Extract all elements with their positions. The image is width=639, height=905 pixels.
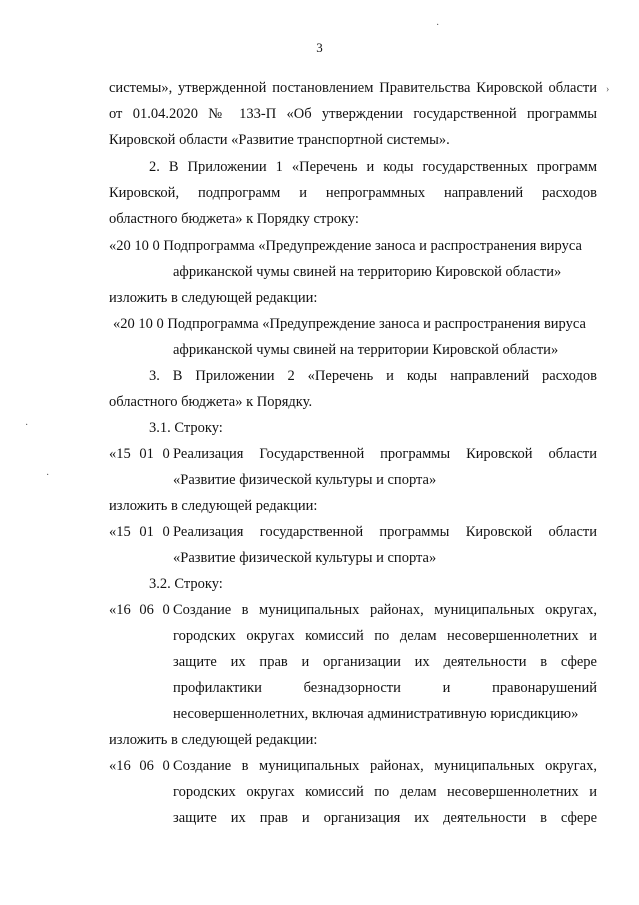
quote-5-line-4: профилактики безнадзорности и правонарушений: [173, 680, 597, 696]
page-number: 3: [316, 40, 323, 55]
quote-5-line-1: Создание в муниципальных районах, муниципальных округах,: [173, 602, 597, 618]
scan-speck: ›: [606, 84, 610, 95]
quote-1-line-2: африканской чумы свиней на территорию Кировской области»: [173, 264, 562, 280]
paragraph-2-line-2: Кировской, подпрограмм и непрограммных направлений расходов: [109, 185, 597, 201]
code-16-06-0-new: «16 06 0: [109, 758, 170, 774]
replace-instruction-3: изложить в следующей редакции:: [109, 732, 318, 748]
subsection-3-1: 3.1. Строку:: [149, 420, 223, 436]
quote-6-line-1: Создание в муниципальных районах, муниципальных округах,: [173, 758, 597, 774]
quote-6-line-3: защите их прав и организация их деятельности в сфере: [173, 810, 597, 826]
quote-1-line-1: «20 10 0 Подпрограмма «Предупреждение заноса и распространения вируса: [109, 238, 582, 254]
scan-speck: ·: [46, 470, 50, 481]
quote-5-line-2: городских округах комиссий по делам несовершеннолетних и: [173, 628, 597, 644]
quote-5-line-3: защите их прав и организации их деятельности в сфере: [173, 654, 597, 670]
scan-speck: ·: [436, 20, 440, 31]
replace-instruction-1: изложить в следующей редакции:: [109, 290, 318, 306]
quote-5-line-5: несовершеннолетних, включая административную юрисдикцию»: [173, 706, 579, 722]
paragraph-3-line-2: областного бюджета» к Порядку.: [109, 394, 313, 410]
quote-3-line-1: Реализация Государственной программы Кировской области: [173, 446, 597, 462]
quote-2-line-2: африканской чумы свиней на территории Кировской области»: [173, 342, 559, 358]
paragraph-1-line-3: Кировской области «Развитие транспортной системы».: [109, 132, 450, 148]
paragraph-3-line-1: 3. В Приложении 2 «Перечень и коды направлений расходов: [149, 368, 597, 384]
code-15-01-0-new: «15 01 0: [109, 524, 170, 540]
scan-speck: ·: [25, 420, 29, 431]
quote-2-line-1: «20 10 0 Подпрограмма «Предупреждение заноса и распространения вируса: [113, 316, 586, 332]
paragraph-1-line-1: системы», утвержденной постановлением Правительства Кировской области: [109, 80, 597, 96]
code-16-06-0: «16 06 0: [109, 602, 170, 618]
paragraph-2-line-1: 2. В Приложении 1 «Перечень и коды государственных программ: [149, 159, 597, 175]
paragraph-1-line-2: от 01.04.2020 № 133-П «Об утверждении государственной программы: [109, 106, 597, 122]
quote-3-line-2: «Развитие физической культуры и спорта»: [173, 472, 437, 488]
replace-instruction-2: изложить в следующей редакции:: [109, 498, 318, 514]
subsection-3-2: 3.2. Строку:: [149, 576, 223, 592]
quote-4-line-1: Реализация государственной программы Кировской области: [173, 524, 597, 540]
code-15-01-0: «15 01 0: [109, 446, 170, 462]
paragraph-2-line-3: областного бюджета» к Порядку строку:: [109, 211, 359, 227]
quote-6-line-2: городских округах комиссий по делам несовершеннолетних и: [173, 784, 597, 800]
quote-4-line-2: «Развитие физической культуры и спорта»: [173, 550, 437, 566]
